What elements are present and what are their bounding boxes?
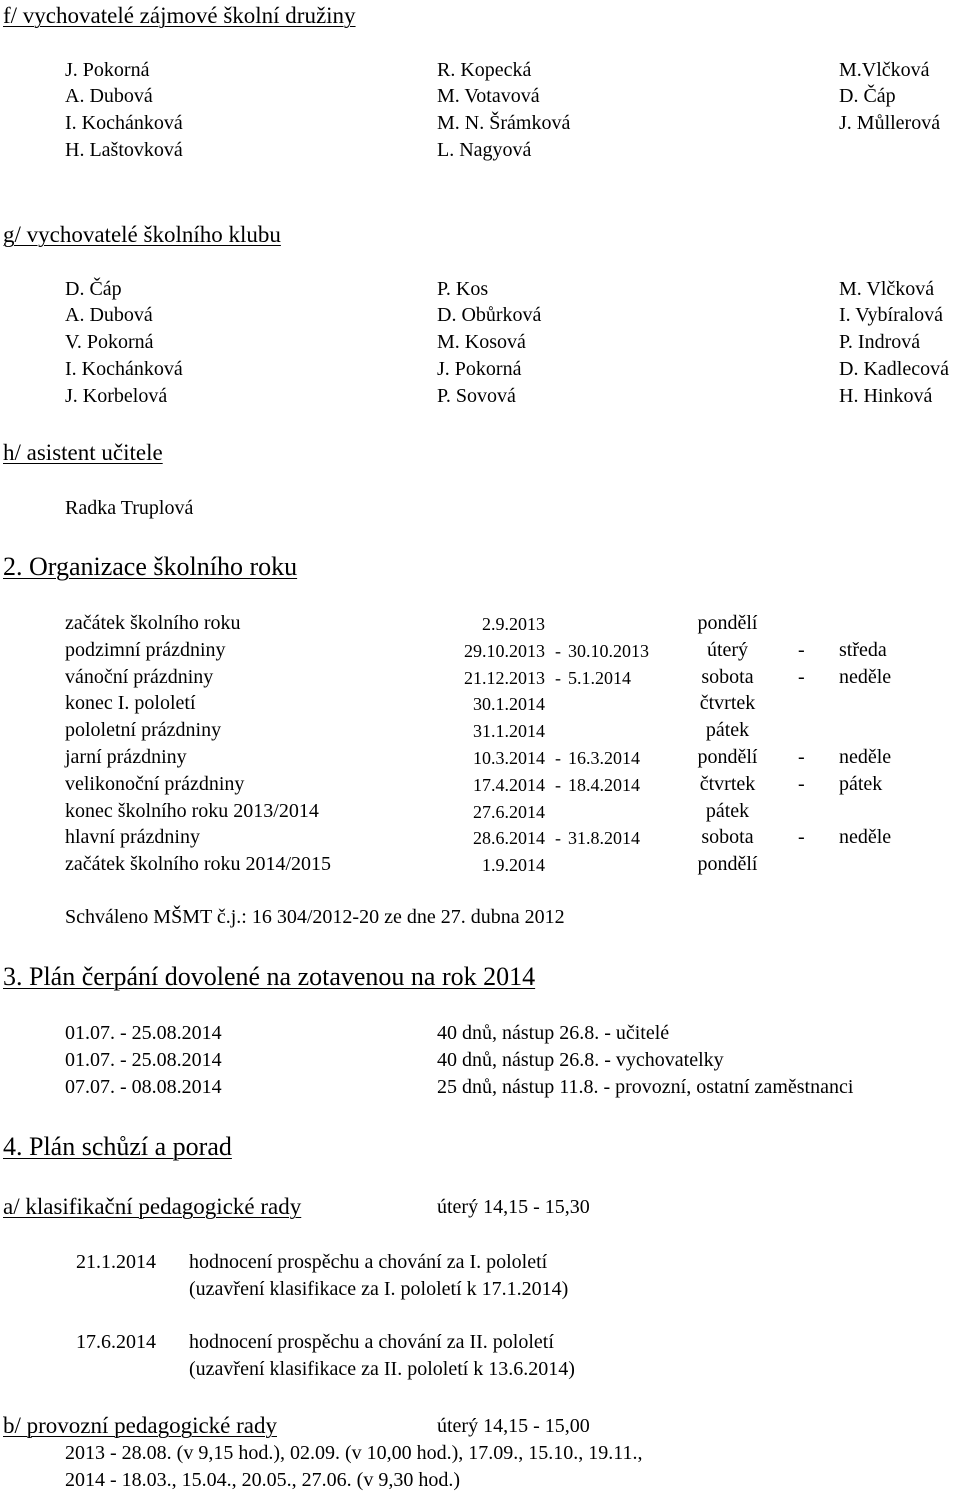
row-date-from: 31.1.2014 bbox=[473, 721, 545, 742]
list-item: P. Sovová bbox=[437, 385, 516, 407]
section-2-heading: 2. Organizace školního roku bbox=[3, 552, 298, 581]
row-day-from: pondělí bbox=[697, 612, 758, 634]
section-4b-heading: b/ provozní pedagogické rady bbox=[3, 1413, 277, 1438]
row-day-sep: - bbox=[798, 826, 805, 849]
meeting-note: (uzavření klasifikace za II. pololetí k 13.6.2014) bbox=[189, 1358, 575, 1380]
meeting-desc: hodnocení prospěchu a chování za I. pololetí bbox=[189, 1251, 548, 1273]
section-h-heading: h/ asistent učitele bbox=[3, 440, 163, 465]
row-label: jarní prázdniny bbox=[65, 746, 187, 768]
section-4b-dates-2014: 2014 - 18.03., 15.04., 20.05., 27.06. (v 9,30 hod.) bbox=[65, 1469, 460, 1491]
row-label: podzimní prázdniny bbox=[65, 638, 226, 661]
section-3-heading: 3. Plán čerpání dovolené na zotavenou na rok 2014 bbox=[3, 962, 536, 991]
row-date-from: 29.10.2013 bbox=[464, 640, 545, 661]
meeting-note: (uzavření klasifikace za I. pololetí k 17.1.2014) bbox=[189, 1278, 569, 1300]
vacation-detail: 40 dnů, nástup 26.8. - učitelé bbox=[437, 1022, 670, 1044]
row-date-from: 28.6.2014 bbox=[473, 828, 545, 849]
row-day-from: sobota bbox=[701, 665, 754, 688]
list-item: R. Kopecká bbox=[437, 59, 532, 81]
row-date-sep: - bbox=[555, 640, 561, 661]
vacation-period: 01.07. - 25.08.2014 bbox=[65, 1022, 222, 1044]
section-4-heading: 4. Plán schůzí a porad bbox=[3, 1132, 232, 1161]
list-item: L. Nagyová bbox=[437, 139, 532, 161]
list-item: P. Indrová bbox=[839, 331, 921, 353]
row-day-sep: - bbox=[798, 772, 805, 795]
row-date-from: 17.4.2014 bbox=[473, 774, 545, 795]
row-day-sep: - bbox=[798, 638, 805, 661]
row-day-to: neděle bbox=[839, 665, 892, 688]
vacation-period: 01.07. - 25.08.2014 bbox=[65, 1049, 222, 1071]
vacation-period: 07.07. - 08.08.2014 bbox=[65, 1076, 222, 1098]
vacation-detail: 40 dnů, nástup 26.8. - vychovatelky bbox=[437, 1049, 724, 1071]
row-label: velikonoční prázdniny bbox=[65, 772, 245, 795]
list-item: D. Obůrková bbox=[437, 304, 542, 326]
section-4a-heading: a/ klasifikační pedagogické rady bbox=[3, 1194, 302, 1219]
row-day-to: neděle bbox=[839, 826, 892, 849]
row-date-from: 2.9.2013 bbox=[482, 614, 545, 634]
section-4a-time: úterý 14,15 - 15,30 bbox=[437, 1196, 590, 1218]
row-label: začátek školního roku bbox=[65, 612, 241, 634]
row-date-from: 10.3.2014 bbox=[473, 748, 545, 768]
row-label: začátek školního roku 2014/2015 bbox=[65, 853, 332, 876]
list-item: J. Korbelová bbox=[65, 385, 168, 407]
meeting-date: 21.1.2014 bbox=[76, 1251, 156, 1273]
row-date-to: 5.1.2014 bbox=[568, 667, 631, 688]
row-day-from: úterý bbox=[706, 638, 749, 661]
row-day-from: pátek bbox=[705, 719, 750, 742]
section-4b-dates-2013: 2013 - 28.08. (v 9,15 hod.), 02.09. (v 10,00 hod.), 17.09., 15.10., 19.11., bbox=[65, 1442, 643, 1464]
row-date-from: 1.9.2014 bbox=[482, 855, 545, 876]
section-4b-time: úterý 14,15 - 15,00 bbox=[437, 1415, 590, 1437]
row-date-from: 21.12.2013 bbox=[464, 667, 545, 688]
list-item: D. Čáp bbox=[65, 278, 122, 300]
vacation-detail: 25 dnů, nástup 11.8. - provozní, ostatní zaměstnanci bbox=[437, 1076, 854, 1098]
approval-note: Schváleno MŠMT č.j.: 16 304/2012-20 ze dne 27. dubna 2012 bbox=[65, 906, 565, 928]
assistant-name: Radka Truplová bbox=[65, 497, 194, 519]
row-date-from: 27.6.2014 bbox=[473, 801, 545, 822]
list-item: I. Kochánková bbox=[65, 358, 183, 380]
list-item: D. Čáp bbox=[839, 85, 896, 107]
row-day-from: čtvrtek bbox=[699, 772, 756, 795]
row-label: vánoční prázdniny bbox=[65, 665, 214, 688]
list-item: A. Dubová bbox=[65, 304, 153, 326]
list-item: I. Vybíralová bbox=[839, 304, 944, 326]
list-item: A. Dubová bbox=[65, 85, 153, 107]
meeting-desc: hodnocení prospěchu a chování za II. pololetí bbox=[189, 1331, 554, 1353]
row-day-from: pátek bbox=[705, 799, 750, 822]
row-label: hlavní prázdniny bbox=[65, 826, 200, 849]
list-item: H. Laštovková bbox=[65, 139, 183, 161]
row-day-from: pondělí bbox=[697, 746, 758, 768]
row-label: konec I. pololetí bbox=[65, 692, 196, 715]
meeting-date: 17.6.2014 bbox=[76, 1331, 156, 1353]
list-item: V. Pokorná bbox=[65, 331, 154, 353]
row-label: pololetní prázdniny bbox=[65, 719, 222, 742]
list-item: J. Můllerová bbox=[839, 112, 941, 134]
list-item: J. Pokorná bbox=[437, 358, 522, 380]
list-item: M. Vlčková bbox=[839, 278, 935, 300]
row-day-from: pondělí bbox=[697, 853, 758, 876]
row-day-sep: - bbox=[798, 665, 805, 688]
row-date-to: 31.8.2014 bbox=[568, 828, 640, 849]
list-item: M. Votavová bbox=[437, 85, 540, 107]
list-item: I. Kochánková bbox=[65, 112, 183, 134]
row-date-sep: - bbox=[555, 748, 561, 768]
row-date-sep: - bbox=[555, 774, 561, 795]
list-item: M. N. Šrámková bbox=[437, 112, 571, 134]
list-item: M. Kosová bbox=[437, 331, 526, 353]
row-day-to: středa bbox=[839, 638, 887, 661]
row-day-to: pátek bbox=[839, 772, 883, 795]
row-day-from: sobota bbox=[701, 826, 754, 849]
row-day-to: neděle bbox=[839, 746, 892, 768]
row-label: konec školního roku 2013/2014 bbox=[65, 799, 319, 822]
row-date-sep: - bbox=[555, 667, 561, 688]
row-date-sep: - bbox=[555, 828, 561, 849]
section-g-heading: g/ vychovatelé školního klubu bbox=[3, 222, 281, 247]
row-date-to: 30.10.2013 bbox=[568, 640, 649, 661]
row-date-from: 30.1.2014 bbox=[473, 694, 545, 715]
row-date-to: 16.3.2014 bbox=[568, 748, 640, 768]
list-item: J. Pokorná bbox=[65, 59, 150, 81]
row-date-to: 18.4.2014 bbox=[568, 774, 640, 795]
list-item: P. Kos bbox=[437, 278, 489, 300]
row-day-from: čtvrtek bbox=[699, 692, 756, 715]
section-f-heading: f/ vychovatelé zájmové školní družiny bbox=[3, 3, 356, 28]
row-day-sep: - bbox=[798, 746, 805, 768]
list-item: M.Vlčková bbox=[839, 59, 930, 81]
list-item: H. Hinková bbox=[839, 385, 933, 407]
list-item: D. Kadlecová bbox=[839, 358, 949, 380]
